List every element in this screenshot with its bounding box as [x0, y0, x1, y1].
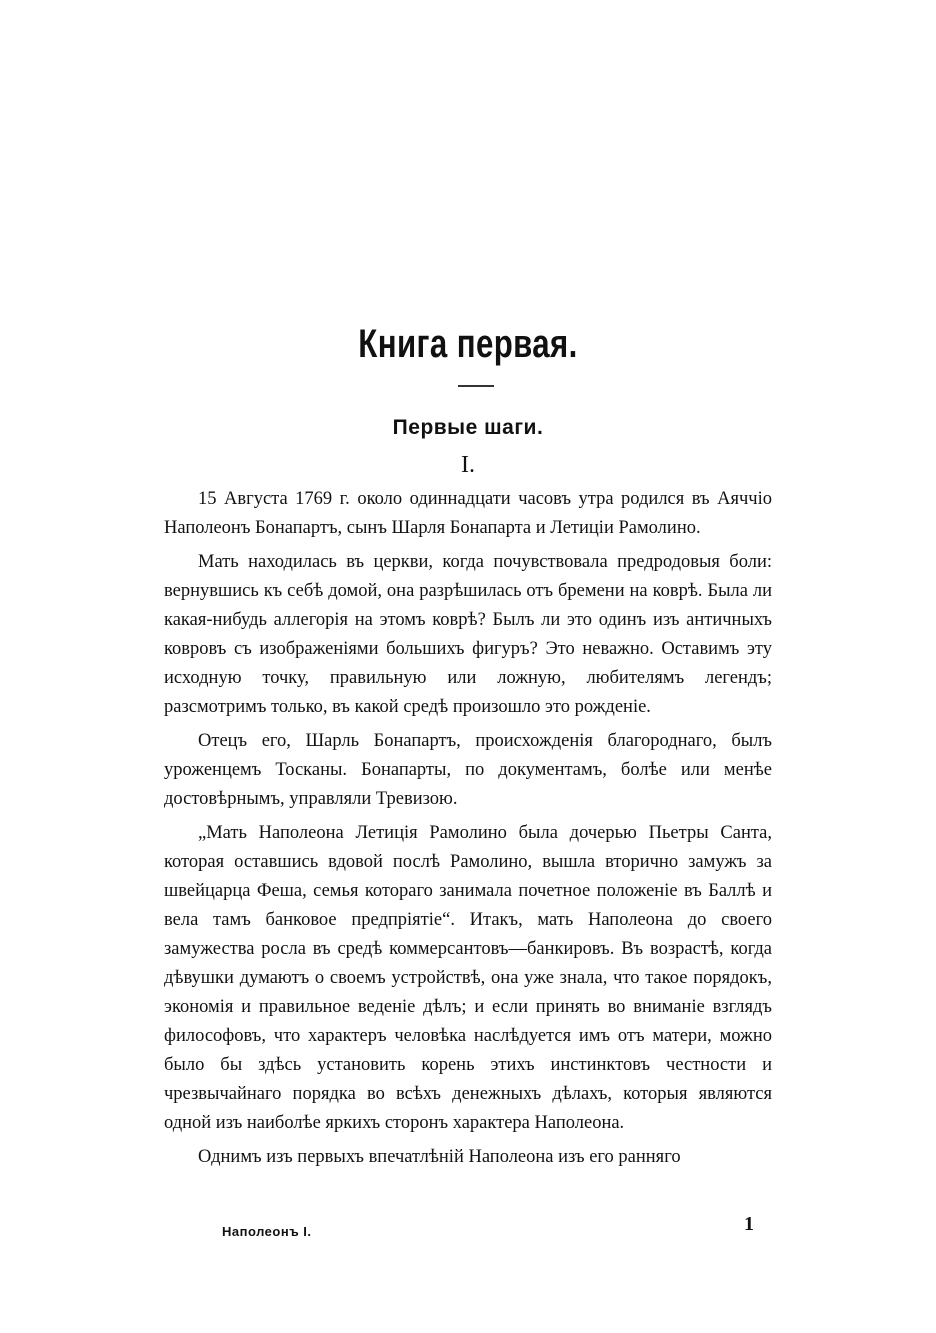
body-text: [164, 485, 772, 1177]
paragraph: Однимъ изъ первыхъ впечатлѣній Наполеона изъ его ранняго: [198, 1147, 681, 1167]
paragraph: „Мать Наполеона Летиція Рамолино была дочерью Пьетры Санта, которая оставшись вдовой послѣ Рамолино, вышла вторично замужъ за швейцарца Феша, семья котораго занимала почетное положеніе въ Баллѣ и вела тамъ банковое предпріятіе“. Итакъ, мать Наполеона до своего замужества росла въ средѣ коммерсантовъ—банкировъ. Въ возрастѣ, когда дѣвушки думаютъ о своемъ устройствѣ, она уже знала, что такое порядокъ, экономія и правильное веденіе дѣлъ; и если принять во вниманіе взглядъ философовъ, что характеръ человѣка наслѣдуется имъ отъ матери, можно было бы здѣсь установить корень этихъ инстинктовъ честности и чрезвычайнаго порядка во всѣхъ денежныхъ дѣлахъ, которыя являются одной изъ наиболѣе яркихъ сторонъ характера Наполеона.: [164, 823, 772, 1133]
paragraph: Отецъ его, Шарль Бонапартъ, происхожденія благороднаго, былъ уроженцемъ Тосканы. Бонапарты, по документамъ, болѣе или менѣе достовѣрнымъ, управляли Тревизою.: [164, 731, 772, 809]
title-divider: [458, 385, 494, 387]
chapter-title: Первые шаги.: [392, 416, 544, 439]
paragraph: 15 Августа 1769 г. около одиннадцати часовъ утра родился въ Аяччіо Наполеонъ Бонапартъ, сынъ Шарля Бонапарта и Летиціи Рамолино.: [164, 489, 772, 538]
section-number: I.: [461, 452, 475, 478]
paragraph: Мать находилась въ церкви, когда почувствовала предродовыя боли: вернувшись къ себѣ домой, она разрѣшилась отъ бремени на коврѣ. Была ли какая-нибудь аллегорія на этомъ коврѣ? Былъ ли это одинъ изъ античныхъ ковровъ съ изображеніями большихъ фигуръ? Это неважно. Оставимъ эту исходную точку, правильную или ложную, любителямъ легендъ; разсмотримъ только, въ какой средѣ произошло это рожденіе.: [164, 552, 772, 717]
page-number: 1: [744, 1213, 754, 1235]
footer-signature: Наполеонъ I.: [222, 1224, 312, 1239]
book-title: Книга первая.: [358, 322, 578, 366]
